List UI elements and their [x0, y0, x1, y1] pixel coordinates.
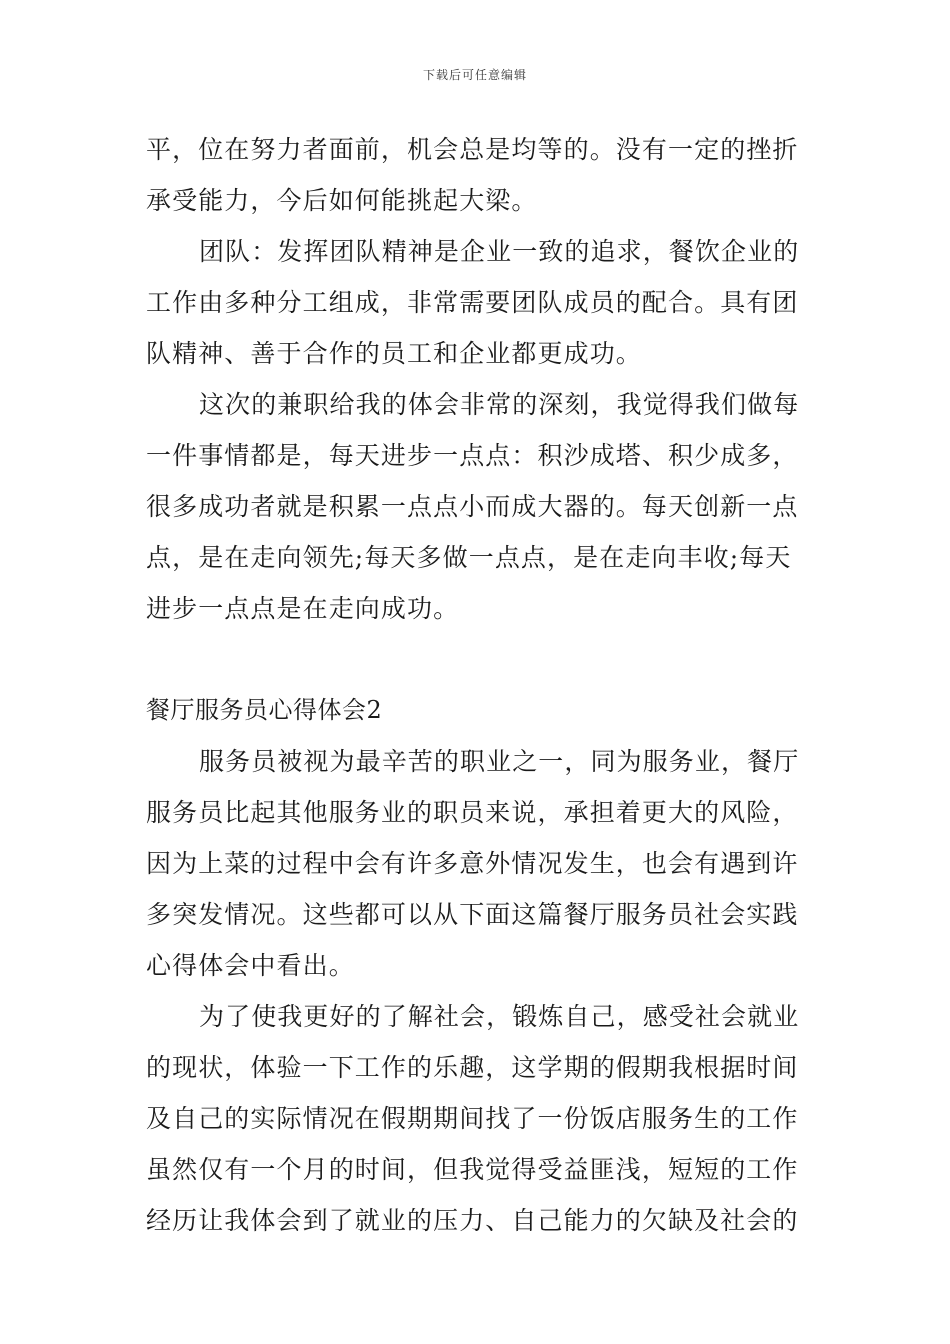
paragraph-line: 为了使我更好的了解社会，锻炼自己，感受社会就业 — [199, 1002, 800, 1031]
paragraph-line: 心得体会中看出。 — [146, 951, 355, 980]
paragraph-line: 虽然仅有一个月的时间，但我觉得受益匪浅，短短的工作 — [146, 1155, 799, 1184]
paragraph-line: 很多成功者就是积累一点点小而成大器的。每天创新一点 — [146, 492, 799, 521]
document-body — [146, 124, 811, 1246]
paragraph-waiter-intro — [146, 736, 811, 991]
paragraph-line: 点，是在走向领先;每天多做一点点，是在走向丰收;每天 — [146, 543, 792, 572]
paragraph-perseverance — [146, 124, 811, 226]
paragraph-teamwork — [146, 226, 811, 379]
paragraph-summer-job — [146, 991, 811, 1246]
paragraph-line: 的现状，体验一下工作的乐趣，这学期的假期我根据时间 — [146, 1053, 799, 1082]
paragraph-line: 队精神、善于合作的员工和企业都更成功。 — [146, 339, 642, 368]
section-heading: 餐厅服务员心得体会2 — [146, 696, 383, 724]
section-spacer — [146, 634, 811, 685]
paragraph-line: 多突发情况。这些都可以从下面这篇餐厅服务员社会实践 — [146, 900, 799, 929]
paragraph-line: 这次的兼职给我的体会非常的深刻，我觉得我们做每 — [199, 390, 800, 419]
paragraph-line: 服务员被视为最辛苦的职业之一，同为服务业，餐厅 — [199, 747, 800, 776]
paragraph-line: 服务员比起其他服务业的职员来说，承担着更大的风险， — [146, 798, 799, 827]
paragraph-line: 团队：发挥团队精神是企业一致的追求，餐饮企业的 — [199, 237, 800, 266]
paragraph-line: 因为上菜的过程中会有许多意外情况发生，也会有遇到许 — [146, 849, 799, 878]
paragraph-line: 平，位在努力者面前，机会总是均等的。没有一定的挫折 — [146, 135, 799, 164]
paragraph-line: 一件事情都是，每天进步一点点：积沙成塔、积少成多， — [146, 441, 799, 470]
paragraph-line: 进步一点点是在走向成功。 — [146, 594, 460, 623]
paragraph-experience — [146, 379, 811, 634]
page-header: 下载后可任意编辑 — [422, 68, 527, 82]
paragraph-line: 承受能力，今后如何能挑起大梁。 — [146, 186, 538, 215]
paragraph-line: 经历让我体会到了就业的压力、自己能力的欠缺及社会的 — [146, 1206, 799, 1235]
paragraph-line: 及自己的实际情况在假期期间找了一份饭店服务生的工作 — [146, 1104, 799, 1133]
paragraph-line: 工作由多种分工组成，非常需要团队成员的配合。具有团 — [146, 288, 799, 317]
